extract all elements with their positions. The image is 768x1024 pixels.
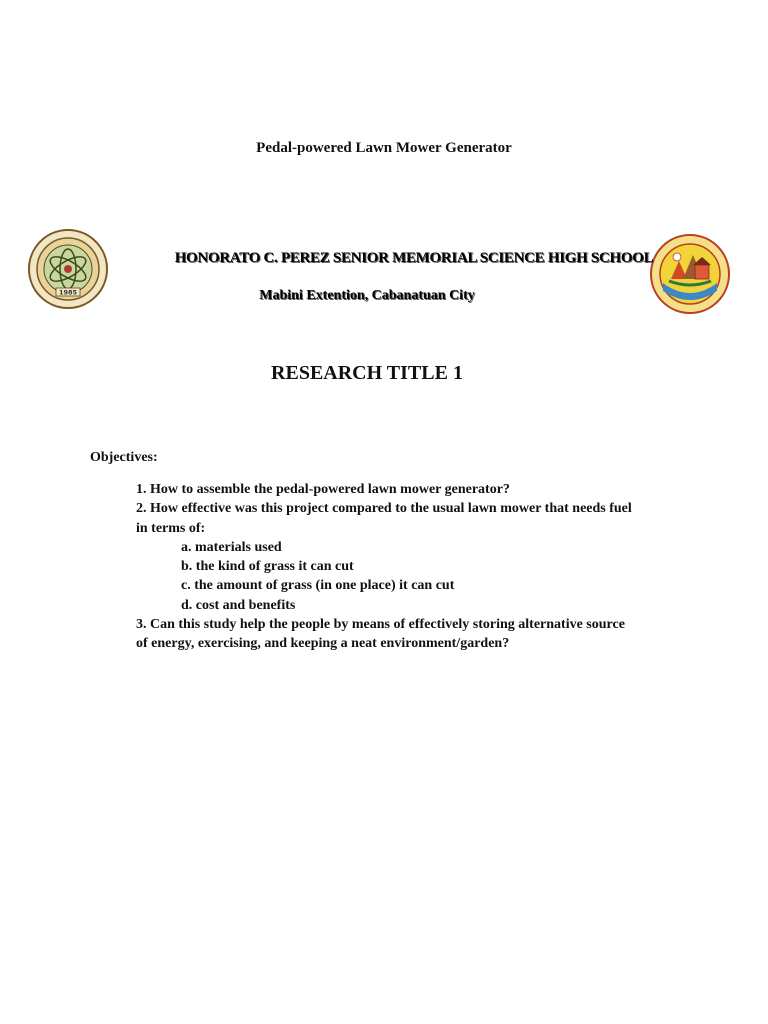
objective-2-a: a. materials used xyxy=(181,539,282,555)
seal-year: 1985 xyxy=(58,288,78,297)
school-address: Mabini Extention, Cabanatuan City xyxy=(259,288,475,303)
objective-2-c: c. the amount of grass (in one place) it can cut xyxy=(181,578,455,594)
objective-3-continued: of energy, exercising, and keeping a neat environment/garden? xyxy=(136,636,510,652)
objective-3: 3. Can this study help the people by means of effectively storing alternative source xyxy=(136,617,625,633)
school-name: HONORATO C. PEREZ SENIOR MEMORIAL SCIENCE HIGH SCHOOL xyxy=(174,250,654,266)
objective-2-continued: in terms of: xyxy=(136,520,206,536)
objectives-list xyxy=(136,480,696,654)
objective-2-d: d. cost and benefits xyxy=(181,597,296,613)
objective-1: 1. How to assemble the pedal-powered lawn mower generator? xyxy=(136,482,510,497)
document-title: Pedal-powered Lawn Mower Generator xyxy=(256,140,512,156)
research-title: RESEARCH TITLE 1 xyxy=(271,362,463,384)
objectives-heading: Objectives: xyxy=(90,450,158,465)
objective-2: 2. How effective was this project compared to the usual lawn mower that needs fuel xyxy=(136,501,632,517)
objective-2-b: b. the kind of grass it can cut xyxy=(181,559,354,575)
